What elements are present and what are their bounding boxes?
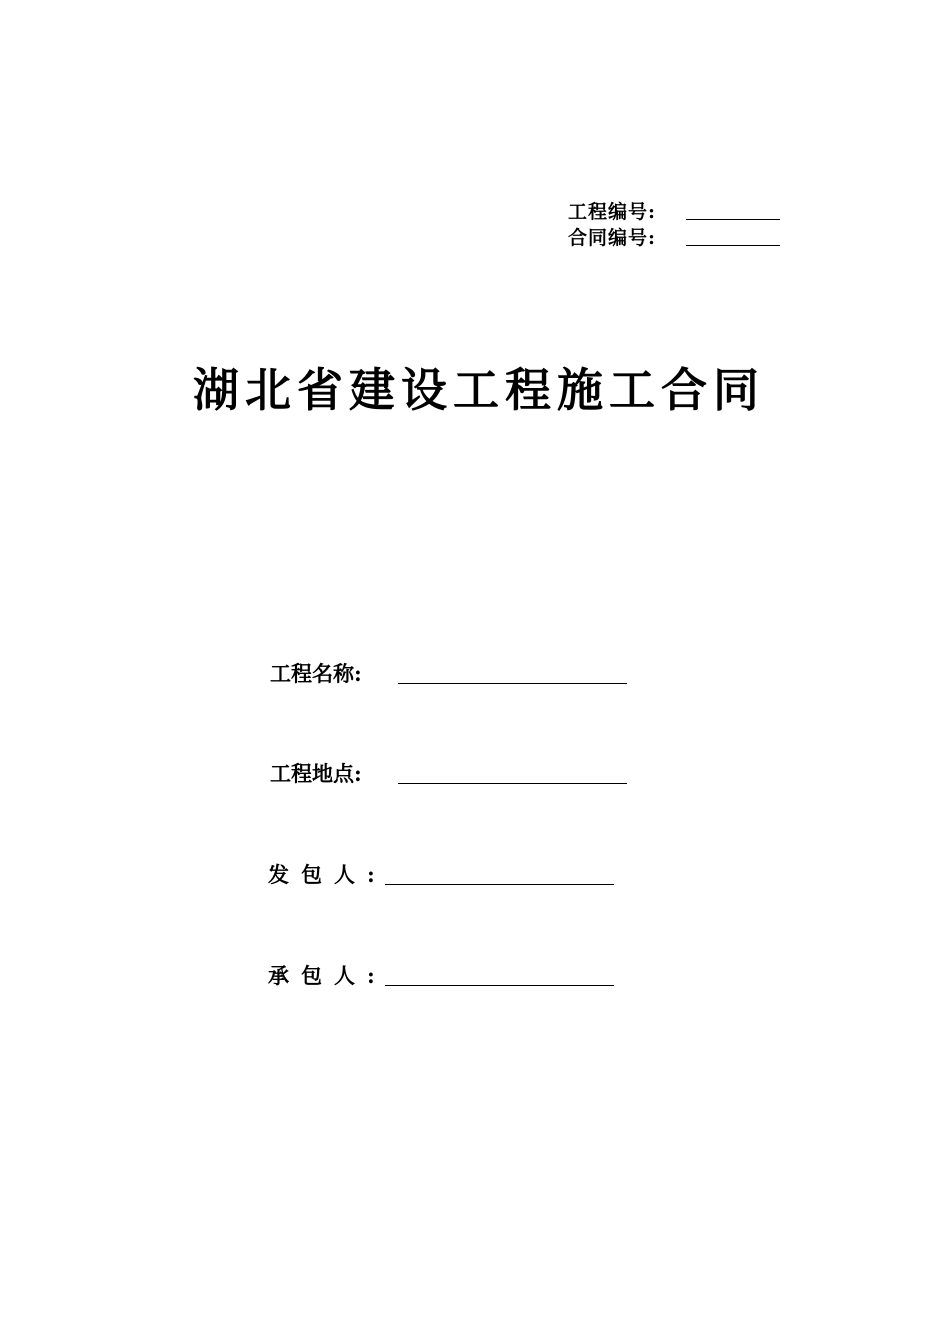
project-number-row bbox=[568, 198, 788, 224]
contractor-label: 承包人: bbox=[268, 963, 387, 988]
contract-number-label: 合同编号: bbox=[568, 227, 657, 249]
project-number-label: 工程编号: bbox=[568, 201, 657, 223]
project-name-label: 工程名称: bbox=[270, 661, 362, 686]
document-title: 湖北省建设工程施工合同 bbox=[193, 363, 765, 417]
number-block bbox=[568, 198, 788, 250]
employer-row bbox=[268, 857, 614, 889]
employer-blank bbox=[385, 860, 614, 885]
project-location-label: 工程地点: bbox=[270, 761, 362, 786]
project-number-blank bbox=[686, 199, 780, 220]
employer-label: 发包人: bbox=[268, 862, 387, 887]
project-location-row bbox=[270, 756, 627, 788]
project-name-blank bbox=[398, 659, 627, 684]
project-location-blank bbox=[398, 759, 627, 784]
project-name-row bbox=[270, 656, 627, 688]
contract-number-blank bbox=[686, 225, 780, 246]
contract-number-row bbox=[568, 224, 788, 250]
contractor-row bbox=[268, 958, 614, 990]
contractor-blank bbox=[385, 961, 614, 986]
